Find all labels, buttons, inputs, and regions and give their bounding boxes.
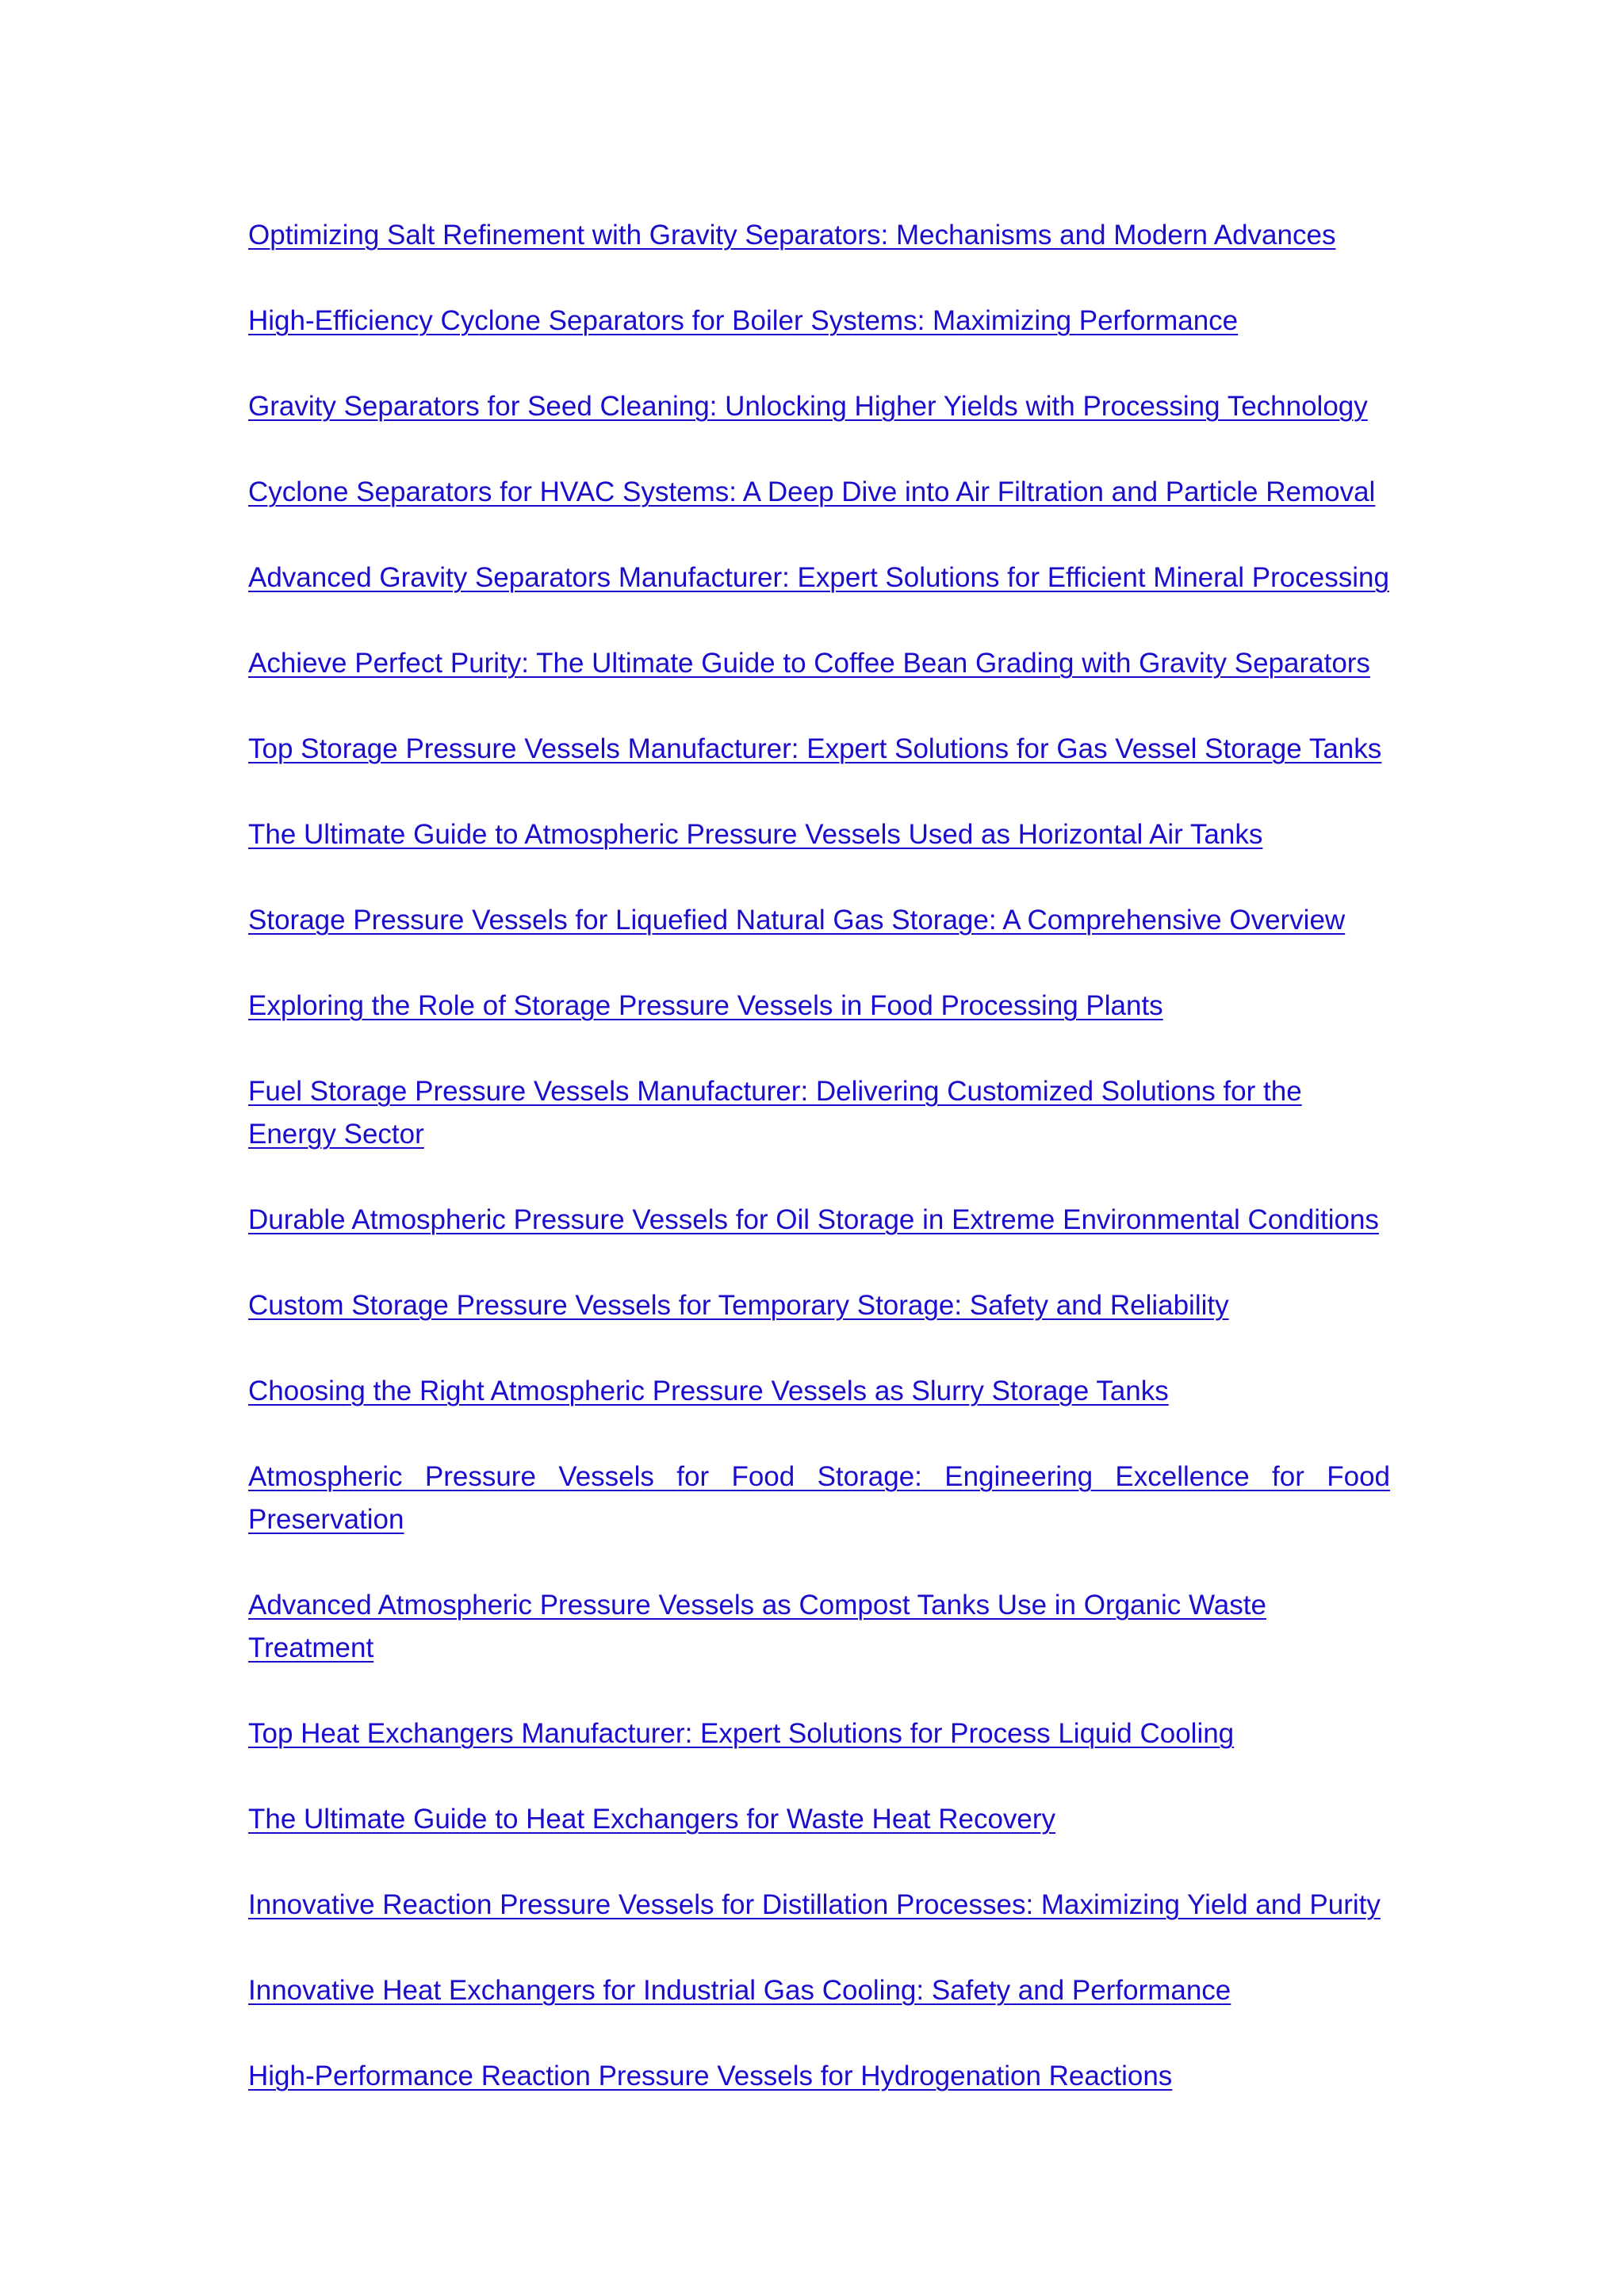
article-link[interactable]: Advanced Gravity Separators Manufacturer: Expert Solutions for Efficient Mineral Processing (248, 562, 1389, 593)
list-item (248, 385, 1390, 428)
list-item (248, 2055, 1390, 2098)
article-link[interactable]: Cyclone Separators for HVAC Systems: A Deep Dive into Air Filtration and Particle Removal (248, 476, 1376, 507)
article-link[interactable]: Exploring the Role of Storage Pressure Vessels in Food Processing Plants (248, 990, 1163, 1021)
list-item (248, 300, 1390, 342)
article-link[interactable]: Optimizing Salt Refinement with Gravity Separators: Mechanisms and Modern Advances (248, 220, 1336, 251)
article-link[interactable]: High-Efficiency Cyclone Separators for Boiler Systems: Maximizing Performance (248, 305, 1239, 336)
list-item (248, 1456, 1390, 1541)
list-item (248, 471, 1390, 514)
list-item (248, 1199, 1390, 1242)
article-link[interactable]: Choosing the Right Atmospheric Pressure Vessels as Slurry Storage Tanks (248, 1376, 1169, 1406)
article-link[interactable]: Innovative Reaction Pressure Vessels for Distillation Processes: Maximizing Yield and Purity (248, 1889, 1381, 1920)
article-link[interactable]: Durable Atmospheric Pressure Vessels for Oil Storage in Extreme Environmental Conditions (248, 1204, 1379, 1235)
list-item (248, 557, 1390, 599)
list-item (248, 1284, 1390, 1327)
list-item (248, 1070, 1390, 1156)
article-link[interactable]: Atmospheric Pressure Vessels for Food Storage: Engineering Excellence for Food Preservation (248, 1461, 1390, 1535)
document-page (248, 214, 1390, 2141)
article-link[interactable]: High-Performance Reaction Pressure Vessels for Hydrogenation Reactions (248, 2061, 1173, 2091)
article-link[interactable]: Storage Pressure Vessels for Liquefied Natural Gas Storage: A Comprehensive Overview (248, 905, 1346, 936)
article-link[interactable]: Advanced Atmospheric Pressure Vessels as Compost Tanks Use in Organic Waste Treatment (248, 1590, 1266, 1663)
list-item (248, 1370, 1390, 1413)
list-item (248, 1798, 1390, 1841)
article-link[interactable]: Fuel Storage Pressure Vessels Manufacturer: Delivering Customized Solutions for the Energy Sector (248, 1076, 1302, 1150)
list-item (248, 899, 1390, 942)
article-link[interactable]: Custom Storage Pressure Vessels for Temporary Storage: Safety and Reliability (248, 1290, 1229, 1321)
article-link[interactable]: Top Heat Exchangers Manufacturer: Expert Solutions for Process Liquid Cooling (248, 1718, 1235, 1749)
list-item (248, 985, 1390, 1027)
list-item (248, 214, 1390, 257)
list-item (248, 1884, 1390, 1927)
list-item (248, 1584, 1390, 1670)
list-item (248, 1969, 1390, 2012)
article-link[interactable]: Innovative Heat Exchangers for Industrial Gas Cooling: Safety and Performance (248, 1975, 1231, 2006)
article-link[interactable]: Achieve Perfect Purity: The Ultimate Guide to Coffee Bean Grading with Gravity Separators (248, 648, 1370, 679)
article-link[interactable]: The Ultimate Guide to Heat Exchangers for Waste Heat Recovery (248, 1804, 1056, 1835)
list-item (248, 813, 1390, 856)
list-item (248, 728, 1390, 771)
article-link[interactable]: Top Storage Pressure Vessels Manufacturer: Expert Solutions for Gas Vessel Storage Tanks (248, 733, 1382, 764)
list-item (248, 642, 1390, 685)
article-link[interactable]: Gravity Separators for Seed Cleaning: Unlocking Higher Yields with Processing Technology (248, 391, 1368, 422)
article-link-list (248, 214, 1390, 2098)
list-item (248, 1712, 1390, 1755)
article-link[interactable]: The Ultimate Guide to Atmospheric Pressure Vessels Used as Horizontal Air Tanks (248, 819, 1263, 850)
